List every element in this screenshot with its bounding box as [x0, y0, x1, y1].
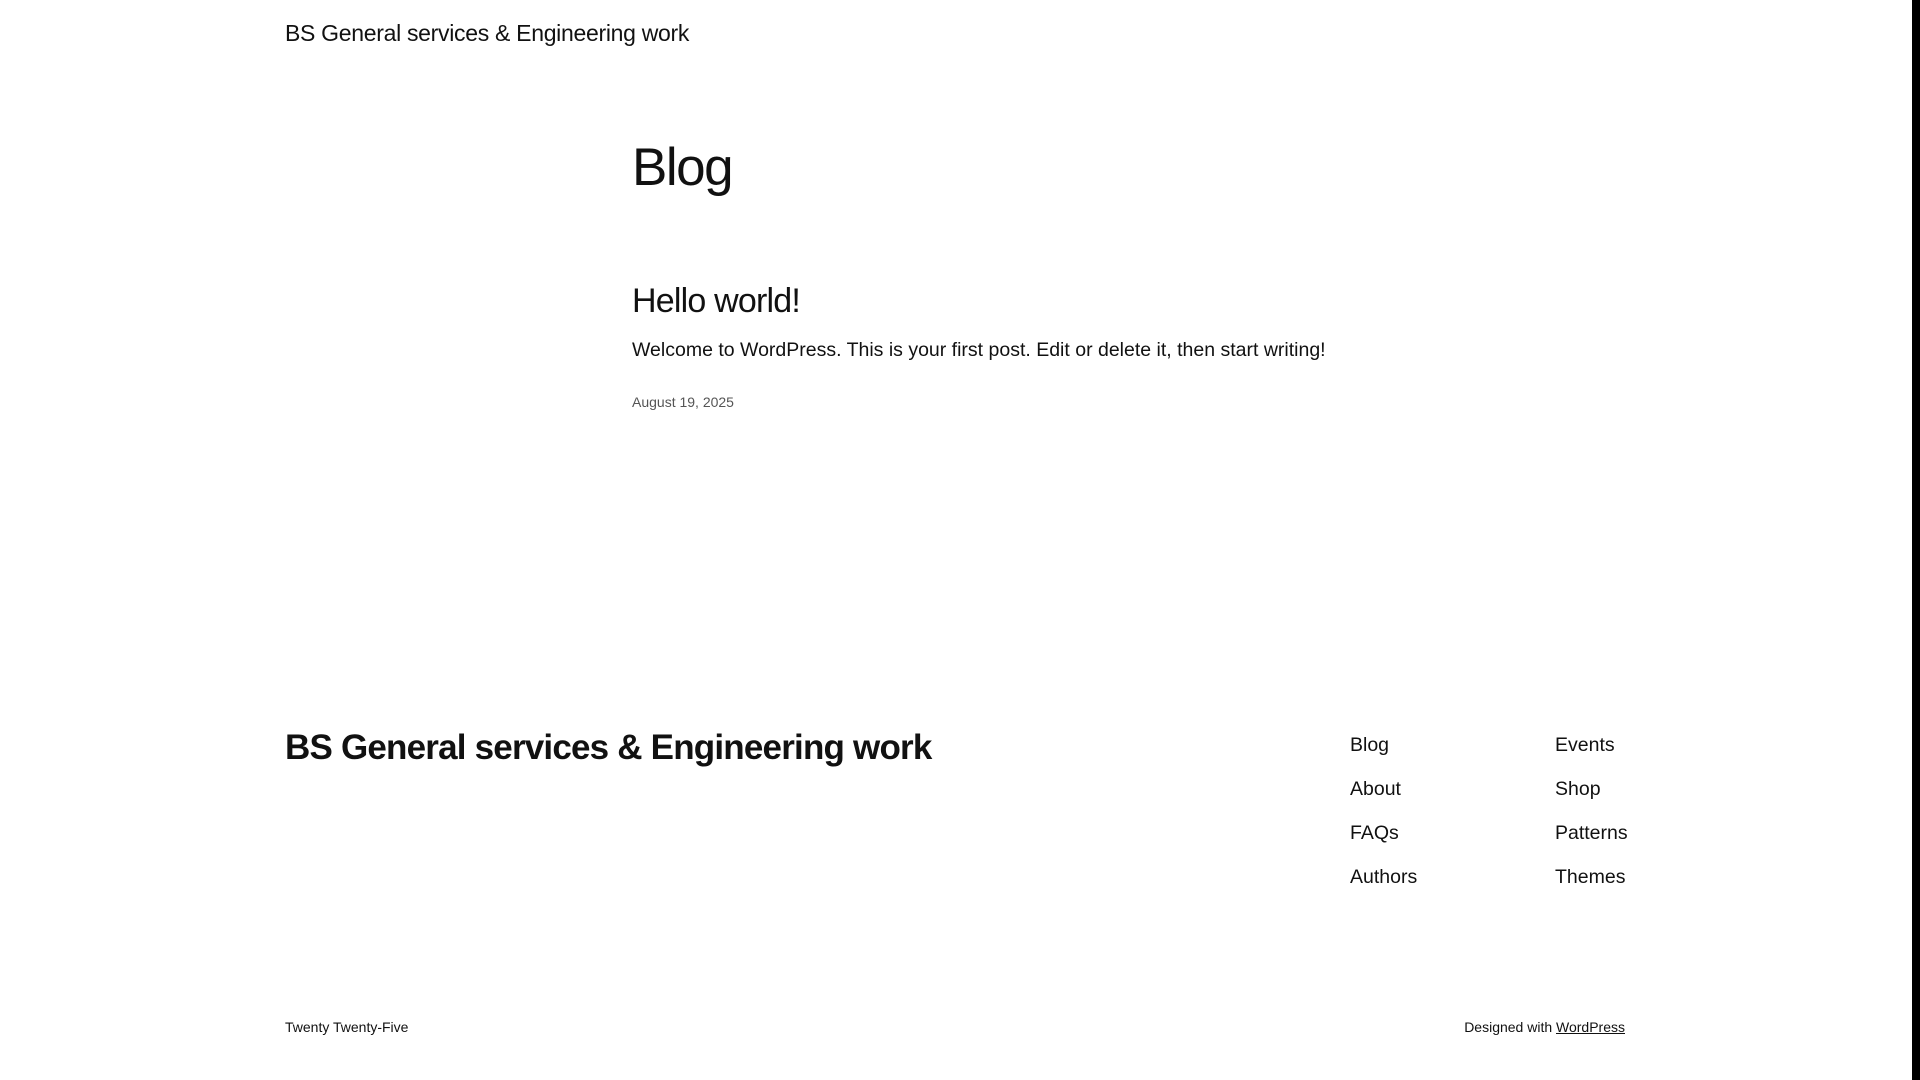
wordpress-link[interactable]: WordPress — [1556, 1019, 1625, 1035]
footer-nav-events[interactable]: Events — [1555, 734, 1615, 756]
post-excerpt: Welcome to WordPress. This is your first post. Edit or delete it, then start writing! — [632, 339, 1326, 361]
footer-site-title-link[interactable]: BS General services & Engineering work — [285, 728, 932, 767]
scrollbar[interactable] — [1912, 0, 1920, 1080]
footer-nav-blog[interactable]: Blog — [1350, 734, 1390, 756]
site-title-link[interactable]: BS General services & Engineering work — [285, 20, 690, 46]
footer-nav-themes[interactable]: Themes — [1555, 866, 1626, 888]
footer-nav-about[interactable]: About — [1350, 778, 1401, 800]
footer-nav-authors[interactable]: Authors — [1350, 866, 1418, 888]
post-date: August 19, 2025 — [632, 394, 734, 410]
designed-with-credit — [1464, 1019, 1625, 1035]
footer-nav-faqs[interactable]: FAQs — [1350, 822, 1399, 844]
footer-nav-column-2 — [1555, 730, 1628, 906]
post-title-link[interactable]: Hello world! — [632, 282, 801, 320]
page-title: Blog — [632, 138, 733, 197]
footer-nav-column-1 — [1350, 730, 1417, 906]
footer-nav-patterns[interactable]: Patterns — [1555, 822, 1628, 844]
theme-name: Twenty Twenty-Five — [285, 1019, 409, 1035]
footer-nav-shop[interactable]: Shop — [1555, 778, 1601, 800]
designed-with-text: Designed with — [1464, 1019, 1553, 1035]
